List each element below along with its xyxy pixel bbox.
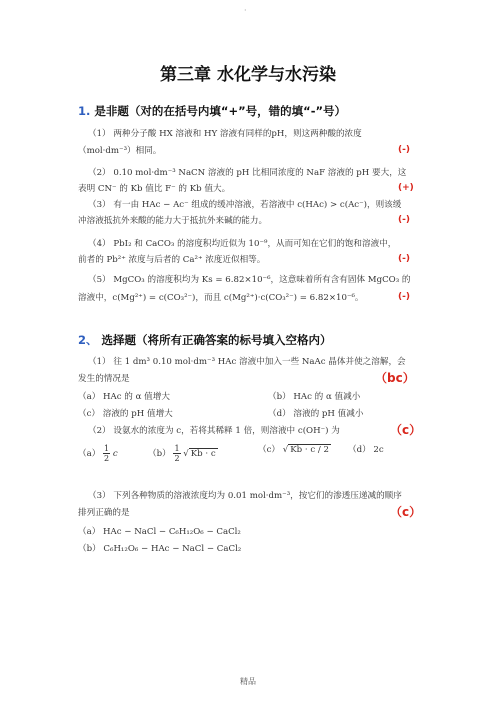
s2-q2-option-d: （d） 2c: [348, 445, 384, 455]
s2-q3-option-a: （a） HAc − NaCl − C₆H₁₂O₆ − CaCl₂: [78, 527, 241, 537]
fraction-denominator: 2: [174, 454, 180, 463]
s2-q3-line1: （3） 下列各种物质的溶液浓度均为 0.01 mol·dm⁻³，按它们的渗透压递减的顺序: [88, 491, 402, 501]
top-mark: ·: [244, 6, 247, 15]
s2-q2-option-a: [78, 444, 118, 463]
section1-heading: [78, 103, 346, 119]
s2-q2-option-c-radicand: Kb · c / 2: [290, 445, 329, 455]
s2-q1-option-a: （a） HAc 的 α 值增大: [78, 392, 170, 402]
s1-q2-line2: 表明 CN⁻ 的 Kb 值比 F⁻ 的 Kb 值大。: [78, 184, 231, 194]
s1-q4-answer: (-): [398, 254, 410, 264]
s1-q1-answer: (-): [398, 145, 410, 155]
s2-q2-option-a-label: （a）: [78, 449, 101, 459]
section1-number: 1.: [78, 104, 91, 118]
s2-q2-option-a-tail: c: [112, 449, 118, 459]
s2-q2-option-c: [258, 444, 331, 456]
section1-heading-text: 是非题（对的在括号内填“+”号，错的填“-”号）: [94, 104, 347, 118]
page-footer: 精品: [240, 677, 256, 686]
s2-q2-option-b-label: （b）: [148, 449, 171, 459]
s2-q3-answer: （c）: [390, 505, 422, 519]
s1-q3-line2: 冲溶液抵抗外来酸的能力大于抵抗外来碱的能力。: [78, 216, 268, 226]
section2-number: 2、: [78, 333, 98, 347]
s2-q3-option-b: （b） C₆H₁₂O₆ − HAc − NaCl − CaCl₂: [78, 544, 242, 554]
s2-q2-answer: （c）: [390, 423, 422, 437]
s2-q1-option-c: （c） 溶液的 pH 值增大: [78, 409, 173, 419]
section2-heading-text: 选择题（将所有正确答案的标号填入空格内）: [101, 333, 332, 347]
s1-q2-answer: (+): [398, 183, 414, 193]
s2-q3-line2: 排列正确的是: [78, 508, 130, 518]
s2-q2-option-b-radicand: Kb · c: [190, 449, 216, 459]
s1-q3-answer: (-): [398, 215, 410, 225]
s2-q2-option-b-fraction: [173, 444, 180, 463]
s1-q1-line2: （mol·dm⁻³）相同。: [78, 146, 162, 156]
fraction-numerator: 1: [174, 444, 180, 453]
fraction-numerator: 1: [104, 444, 110, 453]
s2-q1-option-d: （d） 溶液的 pH 值减小: [268, 409, 364, 419]
s1-q4-line1: （4） PbI₂ 和 CaCO₃ 的溶度积均近似为 10⁻⁹，从而可知在它们的饱和溶液中，: [88, 239, 397, 249]
s1-q5-line2: 溶液中，c(Mg²⁺) = c(CO₃²⁻)，而且 c(Mg²⁺)·c(CO₃²⁻) = 6.82×10⁻⁶。: [78, 293, 364, 303]
s2-q2-option-b: [148, 444, 218, 463]
s2-q1-option-b: （b） HAc 的 α 值减小: [268, 392, 361, 402]
sqrt-symbol: √: [282, 445, 289, 455]
fraction-denominator: 2: [104, 454, 110, 463]
s2-q2-option-c-label: （c）: [258, 445, 281, 455]
s1-q1-line1: （1） 两种分子酸 HX 溶液和 HY 溶液有同样的pH，则这两种酸的浓度: [88, 129, 362, 139]
s2-q1-line1: （1） 往 1 dm³ 0.10 mol·dm⁻³ HAc 溶液中加入一些 NaAc 晶体并使之溶解，会: [88, 357, 406, 367]
s1-q5-line1: （5） MgCO₃ 的溶度积均为 Ks = 6.82×10⁻⁶，这意味着所有含有固体 MgCO₃ 的: [88, 275, 411, 285]
s2-q1-line2: 发生的情况是: [78, 374, 130, 384]
section2-heading: [78, 332, 332, 348]
sqrt-symbol: √: [183, 449, 189, 459]
s2-q2-line1: （2） 设氨水的浓度为 c，若将其稀释 1 倍，则溶液中 c(OH⁻) 为: [88, 426, 340, 436]
s1-q4-line2: 前者的 Pb²⁺ 浓度与后者的 Ca²⁺ 浓度近似相等。: [78, 255, 266, 265]
s2-q1-answer: （bc）: [375, 371, 415, 385]
s1-q3-line1: （3） 有一由 HAc − Ac⁻ 组成的缓冲溶液，若溶液中 c(HAc) > c(Ac⁻)，则该缓: [88, 200, 402, 210]
s2-q2-option-a-fraction: [103, 444, 110, 463]
s1-q5-answer: (-): [398, 292, 410, 302]
s1-q2-line1: （2） 0.10 mol·dm⁻³ NaCN 溶液的 pH 比相同浓度的 NaF 溶液的 pH 要大，这: [88, 168, 407, 178]
chapter-title: 第三章 水化学与水污染: [160, 65, 336, 85]
